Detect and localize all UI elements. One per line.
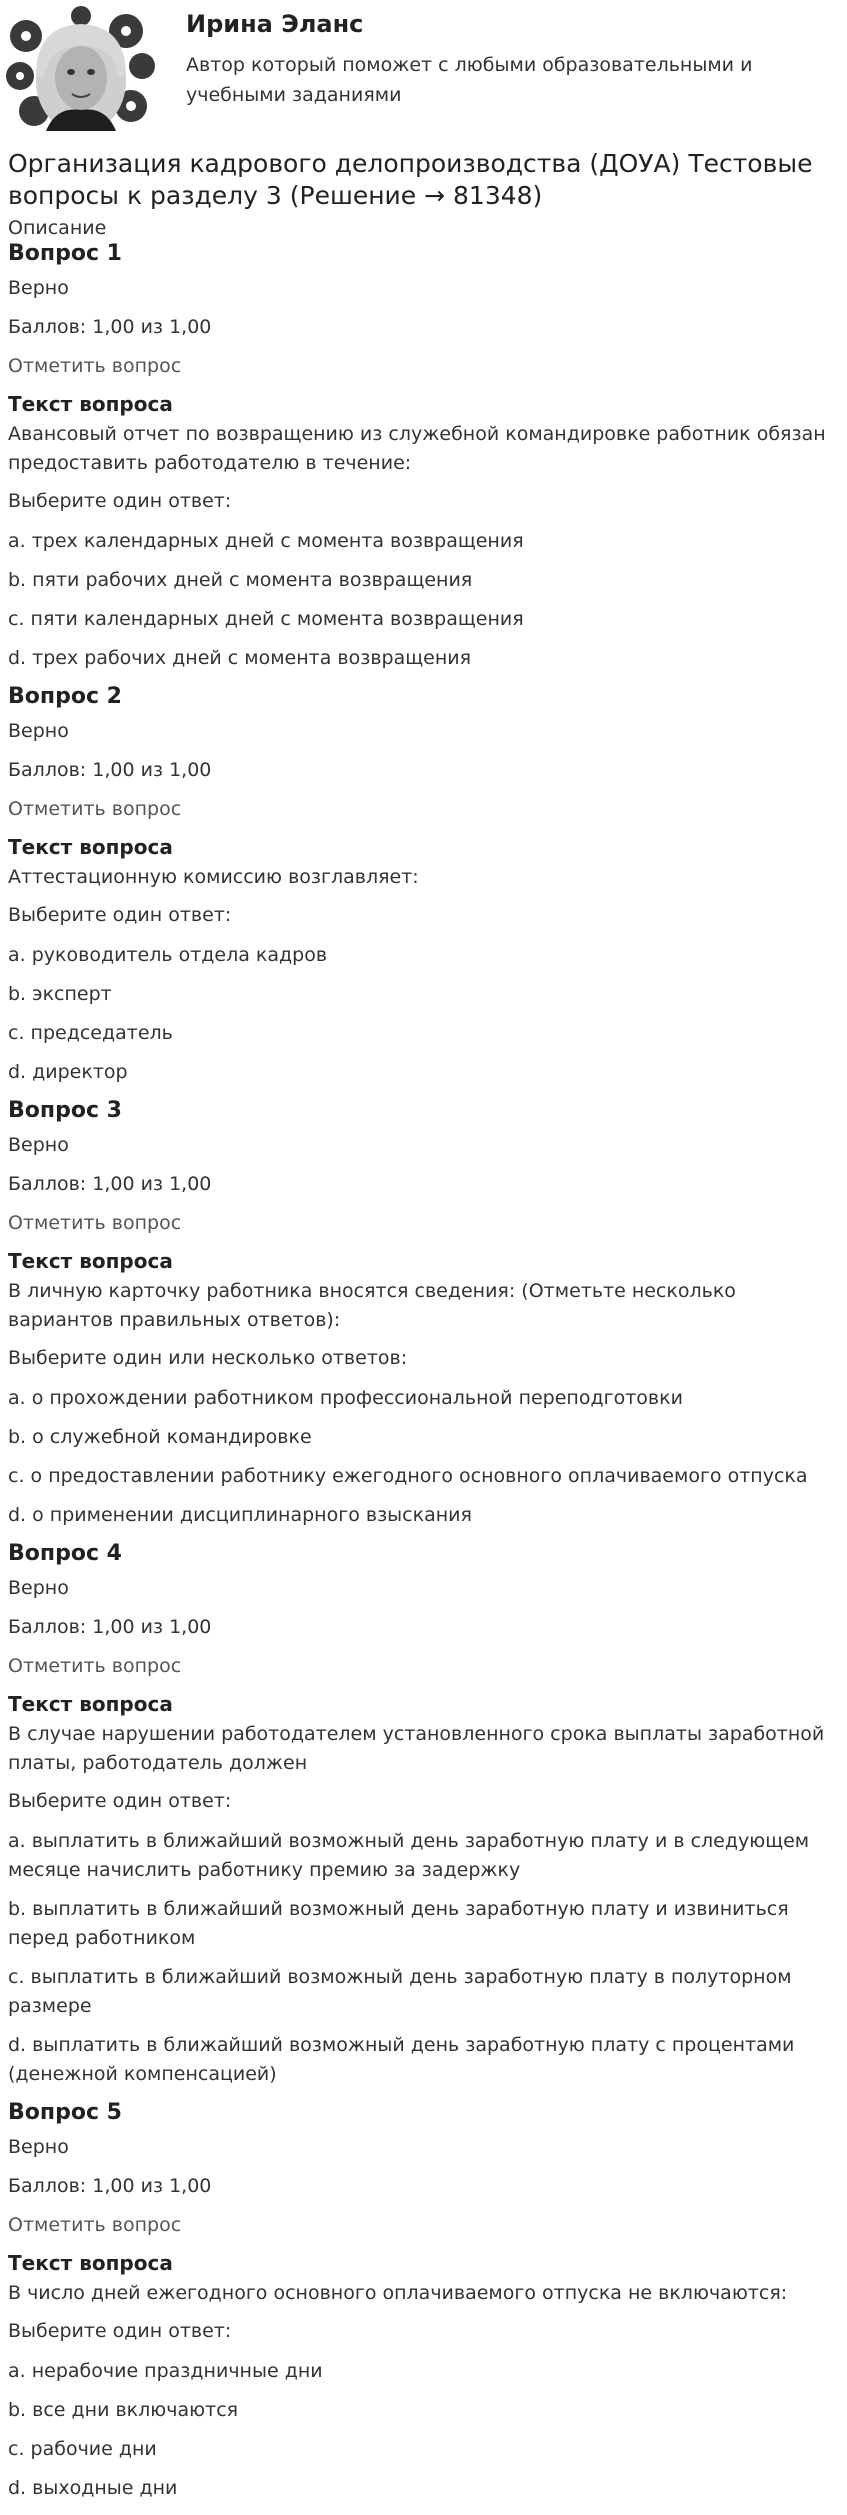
- answer-option[interactable]: c. председатель: [8, 1022, 173, 1044]
- question-text-label: Текст вопроса: [8, 1249, 173, 1273]
- answer-list: [8, 527, 843, 673]
- answer-instruction: Выберите один ответ:: [8, 2320, 232, 2342]
- question-text: В личную карточку работника вносятся сведения: (Отметьте несколько вариантов правильных ответов):: [8, 1280, 736, 1331]
- question-text-label: Текст вопроса: [8, 392, 173, 416]
- description-label: Описание: [8, 217, 107, 239]
- question-text: Аттестационную комиссию возглавляет:: [8, 866, 419, 888]
- answer-option[interactable]: a. трех календарных дней с момента возвращения: [8, 530, 524, 552]
- question-score: Баллов: 1,00 из 1,00: [8, 759, 212, 781]
- question-score: Баллов: 1,00 из 1,00: [8, 1616, 212, 1638]
- question-score: Баллов: 1,00 из 1,00: [8, 2175, 212, 2197]
- question-title: Вопрос 5: [8, 2100, 122, 2125]
- answer-option[interactable]: c. выплатить в ближайший возможный день заработную плату в полуторном размере: [8, 1966, 792, 2017]
- answer-option[interactable]: a. о прохождении работником профессиональной переподготовки: [8, 1387, 683, 1409]
- answer-option[interactable]: b. все дни включаются: [8, 2399, 239, 2421]
- question-text: В число дней ежегодного основного оплачиваемого отпуска не включаются:: [8, 2282, 788, 2304]
- question-title: Вопрос 3: [8, 1098, 122, 1123]
- page-title: Организация кадрового делопроизводства (ДОУА) Тестовые вопросы к разделу 3 (Решение → 81348): [8, 149, 813, 210]
- answer-option[interactable]: d. трех рабочих дней с момента возвращения: [8, 647, 472, 669]
- flag-question-link[interactable]: Отметить вопрос: [8, 1655, 182, 1677]
- question-title: Вопрос 4: [8, 1541, 122, 1566]
- author-header: [0, 0, 847, 140]
- answer-option[interactable]: d. директор: [8, 1061, 128, 1083]
- answer-instruction: Выберите один ответ:: [8, 1790, 232, 1812]
- question-text: В случае нарушении работодателем установленного срока выплаты заработной платы, работодатель должен: [8, 1723, 825, 1774]
- answer-list: [8, 1384, 843, 1530]
- answer-option[interactable]: b. пяти рабочих дней с момента возвращения: [8, 569, 473, 591]
- answer-list: [8, 1827, 843, 2089]
- flag-question-link[interactable]: Отметить вопрос: [8, 798, 182, 820]
- answer-option[interactable]: c. пяти календарных дней с момента возвращения: [8, 608, 524, 630]
- answer-option[interactable]: d. выплатить в ближайший возможный день заработную плату с процентами (денежной компенсацией): [8, 2034, 795, 2085]
- question-status: Верно: [8, 1577, 69, 1599]
- question-status: Верно: [8, 277, 69, 299]
- question-block: [8, 683, 843, 1087]
- question-text-label: Текст вопроса: [8, 1692, 173, 1716]
- question-text: Авансовый отчет по возвращению из служебной командировке работник обязан предоставить работодателю в течение:: [8, 423, 826, 474]
- question-block: [8, 1097, 843, 1530]
- question-status: Верно: [8, 1134, 69, 1156]
- answer-option[interactable]: c. о предоставлении работнику ежегодного основного оплачиваемого отпуска: [8, 1465, 808, 1487]
- answer-option[interactable]: a. выплатить в ближайший возможный день заработную плату и в следующем месяце начислить работнику премию за задержку: [8, 1830, 810, 1881]
- question-title: Вопрос 2: [8, 684, 122, 709]
- answer-instruction: Выберите один ответ:: [8, 904, 232, 926]
- answer-list: [8, 941, 843, 1087]
- flag-question-link[interactable]: Отметить вопрос: [8, 1212, 182, 1234]
- answer-instruction: Выберите один или несколько ответов:: [8, 1347, 408, 1369]
- author-name[interactable]: Ирина Эланс: [186, 10, 364, 38]
- question-block: [8, 1540, 843, 2089]
- answer-option[interactable]: d. о применении дисциплинарного взыскания: [8, 1504, 472, 1526]
- answer-option[interactable]: d. выходные дни: [8, 2477, 178, 2499]
- question-score: Баллов: 1,00 из 1,00: [8, 316, 212, 338]
- question-text-label: Текст вопроса: [8, 2251, 173, 2275]
- flag-question-link[interactable]: Отметить вопрос: [8, 355, 182, 377]
- question-title: Вопрос 1: [8, 241, 122, 266]
- answer-option[interactable]: b. эксперт: [8, 983, 112, 1005]
- answer-option[interactable]: b. выплатить в ближайший возможный день заработную плату и извиниться перед работником: [8, 1898, 789, 1949]
- answer-option[interactable]: a. руководитель отдела кадров: [8, 944, 328, 966]
- question-block: [8, 240, 843, 673]
- question-status: Верно: [8, 720, 69, 742]
- author-avatar: [6, 6, 156, 131]
- question-block: [8, 2099, 843, 2503]
- answer-list: [8, 2357, 843, 2503]
- question-status: Верно: [8, 2136, 69, 2158]
- answer-option[interactable]: c. рабочие дни: [8, 2438, 157, 2460]
- flag-question-link[interactable]: Отметить вопрос: [8, 2214, 182, 2236]
- answer-option[interactable]: a. нерабочие праздничные дни: [8, 2360, 323, 2382]
- answer-option[interactable]: b. о служебной командировке: [8, 1426, 312, 1448]
- answer-instruction: Выберите один ответ:: [8, 490, 232, 512]
- question-score: Баллов: 1,00 из 1,00: [8, 1173, 212, 1195]
- question-text-label: Текст вопроса: [8, 835, 173, 859]
- author-description: Автор который поможет с любыми образовательными и учебными заданиями: [186, 54, 753, 106]
